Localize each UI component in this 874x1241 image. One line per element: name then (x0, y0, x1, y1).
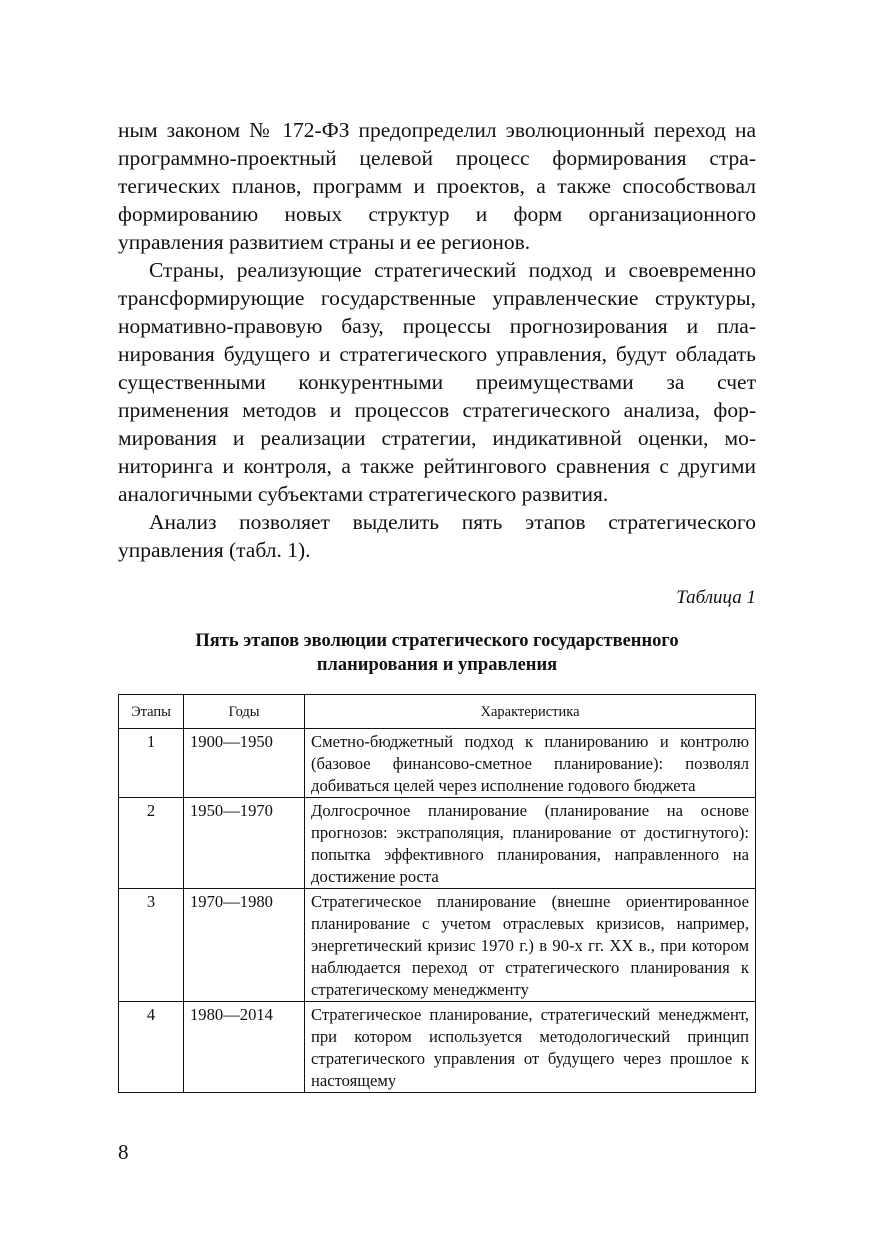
stage-cell: 1 (119, 729, 184, 798)
header-stage: Этапы (119, 695, 184, 729)
table-title-line-1: Пять этапов эволюции стратегического государственного (195, 631, 679, 651)
header-characteristic: Характеристика (305, 695, 756, 729)
paragraph-1: ным законом № 172-ФЗ предопределил эволюционный переход на программно-проектный целевой процесс формирования стратегических планов, программ и проектов, а также способствовал формированию новых структур и форм организационного управления развитием страны и ее регионов. (118, 118, 756, 254)
characteristic-cell: Стратегическое планирование (внешне ориентированное планирование с учетом отраслевых кризисов, например, энергетический кризис 1970 г.) в 90-х гг. XX в., при котором наблюдается переход от стратегического планирования к стратегическому менеджменту (305, 889, 756, 1002)
page-body (118, 116, 756, 1093)
header-years: Годы (184, 695, 305, 729)
years-cell: 1970—1980 (184, 889, 305, 1002)
stage-cell: 3 (119, 889, 184, 1002)
page-number: 8 (118, 1140, 129, 1164)
characteristic-cell: Долгосрочное планирование (планирование на основе прогнозов: экстраполяция, планирование от достигнутого): попытка эффективного планирования, направленного на достижение роста (305, 798, 756, 889)
years-cell: 1900—1950 (184, 729, 305, 798)
years-cell: 1950—1970 (184, 798, 305, 889)
table-row (119, 798, 756, 889)
table-title (118, 629, 756, 677)
characteristic-cell: Стратегическое планирование, стратегический менеджмент, при котором используется методологический принцип стратегического управления от будущего через прошлое к настоящему (305, 1002, 756, 1093)
stages-table (118, 694, 756, 1093)
table-title-line-2: планирования и управления (316, 655, 558, 675)
years-cell: 1980—2014 (184, 1002, 305, 1093)
table-row (119, 1002, 756, 1093)
stage-cell: 2 (119, 798, 184, 889)
stage-cell: 4 (119, 1002, 184, 1093)
characteristic-cell: Сметно-бюджетный подход к планированию и контролю (базовое финансово-сметное планирование): позволял добиваться целей через исполнение годового бюджета (305, 729, 756, 798)
table-header-row (119, 695, 756, 729)
table-label: Таблица 1 (676, 587, 756, 608)
paragraph-3: Анализ позволяет выделить пять этапов стратегического управления (табл. 1). (118, 510, 756, 562)
table-row (119, 889, 756, 1002)
paragraph-2: Страны, реализующие стратегический подход и своевременно трансформирующие государственные управленческие структуры, нормативно-правовую базу, процессы прогнозирования и планирования будущего и стратегического управления, будут обладать существенными конкурентными преимуществами за счет применения методов и процессов стратегического анализа, формирования и реализации стратегии, индикативной оценки, мониторинга и контроля, а также рейтингового сравнения с другими аналогичными субъектами стратегического развития. (118, 258, 756, 506)
table-row (119, 729, 756, 798)
